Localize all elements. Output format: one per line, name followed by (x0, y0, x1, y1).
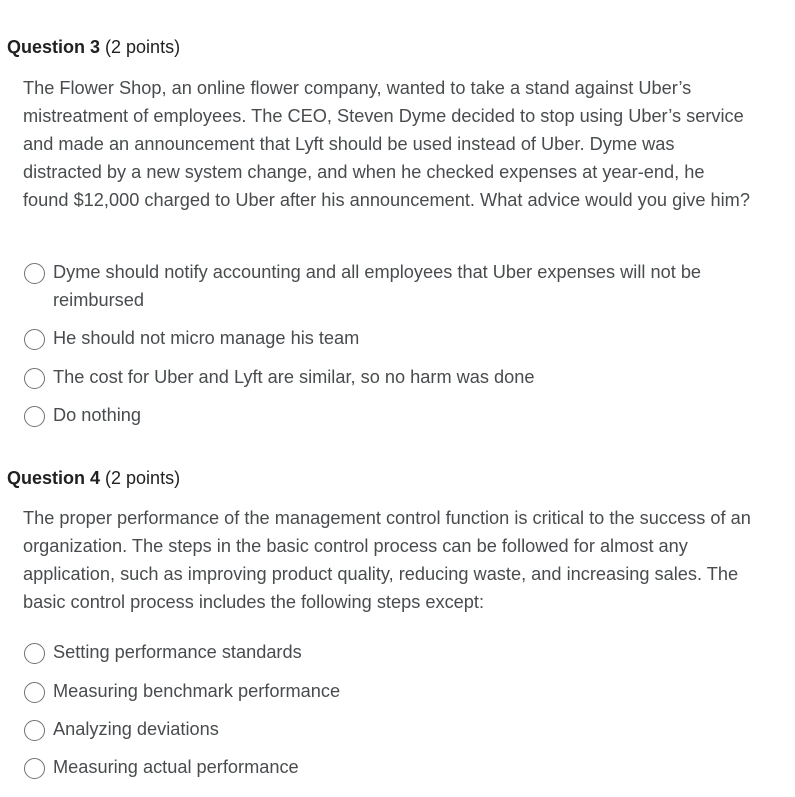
radio-button[interactable] (24, 720, 45, 741)
question-3-option-4[interactable] (24, 401, 764, 429)
option-label: Measuring actual performance (53, 757, 299, 777)
question-3-name: Question 3 (7, 37, 101, 57)
radio-button[interactable] (24, 643, 45, 664)
radio-button[interactable] (24, 329, 45, 350)
option-label: Do nothing (53, 405, 141, 425)
question-4-option-1[interactable] (24, 638, 764, 666)
question-3-option-1[interactable] (24, 258, 764, 314)
option-label: He should not micro manage his team (53, 328, 360, 348)
question-3-title (7, 37, 180, 58)
question-3-option-3[interactable] (24, 363, 764, 391)
question-4-name: Question 4 (7, 468, 101, 488)
question-4-title (7, 468, 180, 489)
question-3-option-2[interactable] (24, 324, 764, 352)
question-3-points: (2 points) (105, 37, 181, 57)
option-label: Analyzing deviations (53, 719, 219, 739)
option-label: Dyme should notify accounting and all employees that Uber expenses will not be reimbursed (53, 262, 702, 310)
question-4-option-3[interactable] (24, 715, 764, 743)
question-4-points: (2 points) (105, 468, 181, 488)
option-label: The cost for Uber and Lyft are similar, so no harm was done (53, 367, 535, 387)
radio-button[interactable] (24, 368, 45, 389)
question-4-option-2[interactable] (24, 677, 764, 705)
radio-button[interactable] (24, 406, 45, 427)
question-4-option-4[interactable] (24, 753, 764, 781)
option-label: Setting performance standards (53, 642, 302, 662)
radio-button[interactable] (24, 758, 45, 779)
radio-button[interactable] (24, 263, 45, 284)
option-label: Measuring benchmark performance (53, 681, 341, 701)
radio-button[interactable] (24, 682, 45, 703)
question-4-text: The proper performance of the management control function is critical to the success of an organization. The steps in the basic control process can be followed for almost any application, such as improving product quality, reducing waste, and increasing sales. The basic control process includes the following steps except: (23, 508, 751, 612)
question-3-text: The Flower Shop, an online flower company, wanted to take a stand against Uber’s mistreatment of employees. The CEO, Steven Dyme decided to stop using Uber’s service and made an announcement that Lyft should be used instead of Uber. Dyme was distracted by a new system change, and when he checked expenses at year-end, he found $12,000 charged to Uber after his announcement. What advice would you give him? (23, 78, 750, 210)
